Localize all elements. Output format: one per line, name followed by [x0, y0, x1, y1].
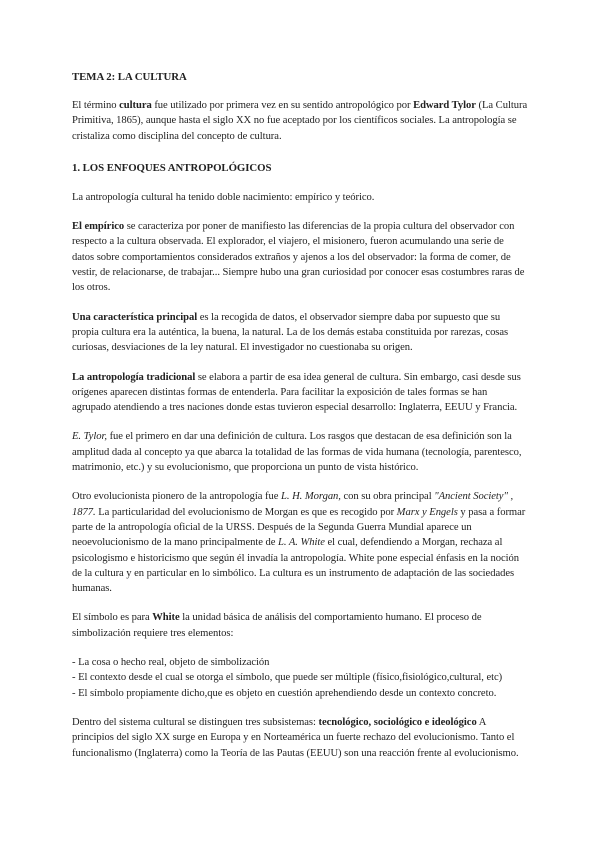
subsistemas-text-2: A principios del siglo XX surge en Europa y en Norteamérica un fuerte rechazo del evolucionismo. Tanto el funcionalismo (Inglaterra) como la Teoría de las Pautas (EEUU) son una reacción frente al evolucionismo. — [72, 716, 519, 759]
intro-paragraph — [72, 98, 528, 144]
simbolo-text-2: la unidad básica de análisis del comportamiento humano. El proceso de simbolización requiere tres elementos: — [72, 612, 482, 639]
list-item: - El contexto desde el cual se otorga el símbolo, que puede ser múltiple (físico,fisiológico,cultural, etc) — [72, 672, 503, 684]
document-body — [72, 70, 528, 775]
morgan-text-5: el cual, defendiendo a Morgan, rechaza al psicologismo e historicismo que según él invadía la antropología. White pone especial énfasis en la noción de la cultura y en particular en lo simbólico. La cultura es un instrumento de adaptación de las sociedades humanas. — [72, 537, 519, 595]
italic-marx-engels: Marx y Engels — [396, 506, 458, 518]
document-title: TEMA 2: LA CULTURA — [72, 71, 187, 83]
bold-el-empirico: El empírico — [72, 221, 125, 233]
caracteristica-text: es la recogida de datos, el observador siempre daba por supuesto que su propia cultura era la auténtica, la buena, la natural. La de los demás estaba constituida por rarezas, cosas curiosas, desviaciones de la ley natural. El investigador no cuestionaba su origen. — [72, 311, 509, 354]
morgan-text-4: y pasa a formar parte de la antropología oficial de la URSS. Después de la Segunda Guerra Mundial aparece un neoevolucionismo de la mano principalmente de — [72, 506, 526, 549]
italic-ancient-society: "Ancient Society" , 1877. — [72, 491, 514, 518]
morgan-text-3: La particularidad del evolucionismo de Morgan es que es recogido por — [95, 506, 397, 518]
tylor-text: fue el primero en dar una definición de cultura. Los rasgos que destacan de esa definición son la amplitud dada al concepto ya que abarca la totalidad de las formas de vida humana (tecnología, parentesco, matrimonio, etc.) y su evolucionismo, que proporciona un punto de vista histórico. — [72, 431, 522, 474]
bold-caracteristica-principal: Una característica principal — [72, 311, 198, 323]
italic-morgan: L. H. Morgan, — [281, 491, 341, 503]
simbolo-text-1: El símbolo es para — [72, 612, 153, 624]
intro-text-3: (La Cultura Primitiva, 1865), aunque hasta el siglo XX no fue aceptado por los científicos sociales. La antropología se cristaliza como disciplina del concepto de cultura. — [72, 100, 528, 142]
subsistemas-text-1: Dentro del sistema cultural se distinguen tres subsistemas: — [72, 716, 319, 728]
list-item: - La cosa o hecho real, objeto de simbolización — [72, 657, 270, 669]
bold-white: White — [152, 612, 180, 624]
bold-subsistemas: tecnológico, sociológico e ideológico — [318, 716, 477, 728]
paragraph-simbolo — [72, 610, 528, 641]
morgan-text-1: Otro evolucionista pionero de la antropología fue — [72, 491, 282, 503]
intro-text-1: El término — [72, 100, 120, 111]
paragraph-morgan — [72, 489, 528, 596]
paragraph-caracteristica — [72, 310, 528, 356]
italic-white: L. A. White — [277, 537, 325, 549]
morgan-text-2: con su obra principal — [340, 491, 435, 503]
bold-antropologia-tradicional: La antropología tradicional — [72, 371, 196, 383]
paragraph-subsistemas — [72, 715, 528, 761]
paragraph-antropologia-tradicional — [72, 370, 528, 416]
empirico-text: se caracteriza por poner de manifiesto las diferencias de la propia cultura del observador con respecto a la cultura observada. El explorador, el viajero, el misionero, fueron acumulando una serie de datos sobre comportamientos considerados extraños y ajenos a los del observador: la forma de comer, de vestir, de relacionarse, de trabajar... Siempre hubo una gran curiosidad por conocer esas costumbres raras de los otros. — [72, 221, 525, 294]
paragraph-doble-nacimiento: La antropología cultural ha tenido doble nacimiento: empírico y teórico. — [72, 191, 375, 203]
tradicional-text: se elabora a partir de esa idea general de cultura. Sin embargo, casi desde sus orígenes aparecen distintas formas de entenderla. Para facilitar la exposición de tales formas se han agrupado atendiendo a tres naciones donde estas tuvieron especial desarrollo: Inglaterra, EEUU y Francia. — [72, 371, 521, 414]
author-edward-tylor: Edward Tylor — [413, 100, 476, 111]
paragraph-tylor — [72, 429, 528, 475]
term-cultura: cultura — [119, 100, 152, 111]
list-item: - El símbolo propiamente dicho,que es objeto en cuestión aprehendiendo desde un contexto concreto. — [72, 687, 497, 699]
paragraph-empirico — [72, 219, 528, 295]
intro-text-2: fue utilizado por primera vez en su sentido antropológico por — [151, 100, 414, 111]
elements-list — [72, 655, 528, 701]
italic-e-tylor: E. Tylor, — [72, 431, 107, 443]
section-heading: 1. LOS ENFOQUES ANTROPOLÓGICOS — [72, 161, 272, 174]
